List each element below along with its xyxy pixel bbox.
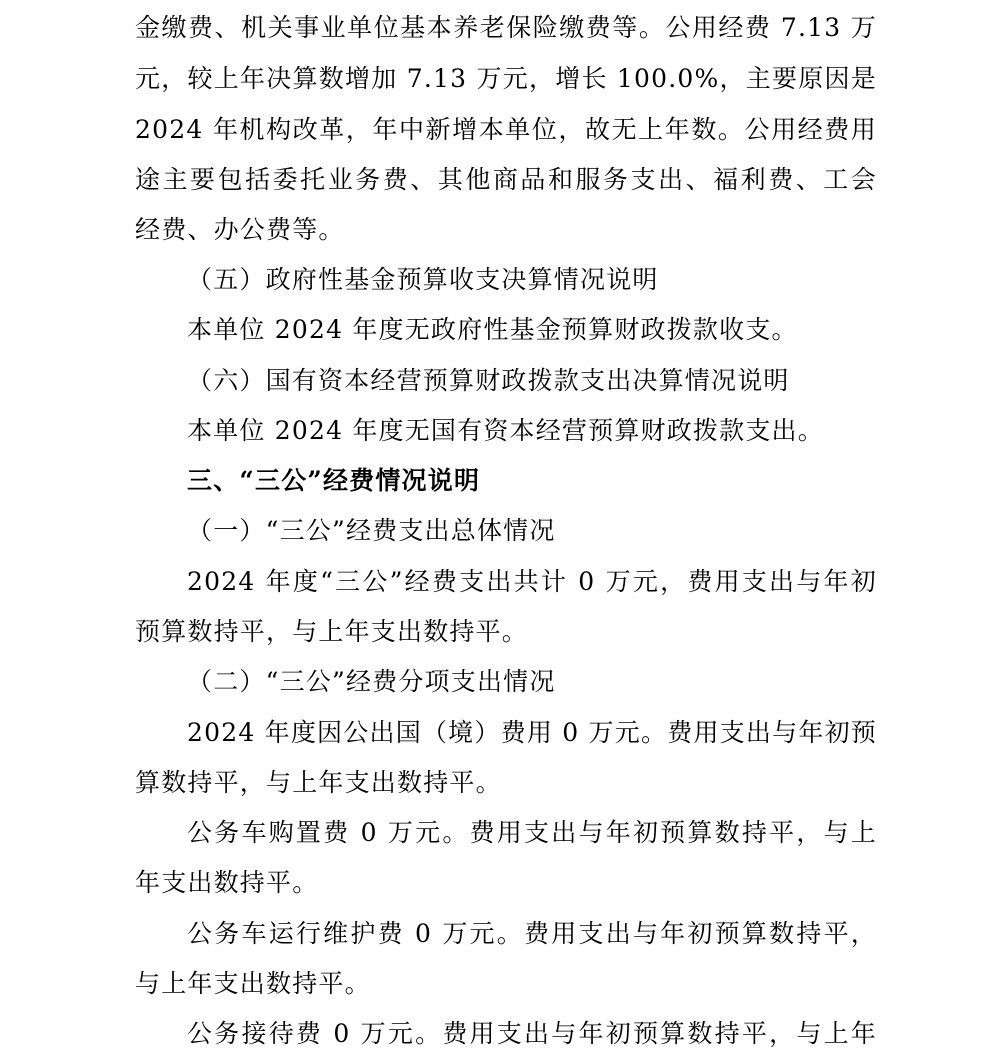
paragraph-line: 与上年支出数持平。	[135, 969, 371, 998]
paragraph-line: 公务车购置费 0 万元。费用支出与年初预算数持平，与上	[187, 818, 877, 847]
subsection-heading-1: （一）“三公”经费支出总体情况	[187, 516, 556, 545]
section-title-3: 三、“三公”经费情况说明	[187, 466, 481, 495]
paragraph-line: 经费、办公费等。	[135, 215, 345, 244]
paragraph-line: 年支出数持平。	[135, 868, 319, 897]
paragraph-line: 2024 年机构改革，年中新增本单位，故无上年数。公用经费用	[135, 115, 877, 144]
paragraph-line: 算数持平，与上年支出数持平。	[135, 768, 502, 797]
section-heading-6: （六）国有资本经营预算财政拨款支出决算情况说明	[187, 366, 790, 395]
paragraph-line: 2024 年度“三公”经费支出共计 0 万元，费用支出与年初	[187, 567, 877, 596]
paragraph-line: 途主要包括委托业务费、其他商品和服务支出、福利费、工会	[135, 165, 877, 194]
paragraph-line: 2024 年度因公出国（境）费用 0 万元。费用支出与年初预	[187, 718, 877, 747]
section-heading-5: （五）政府性基金预算收支决算情况说明	[187, 265, 659, 294]
paragraph-line: 公务车运行维护费 0 万元。费用支出与年初预算数持平，	[187, 919, 877, 948]
paragraph-line: 公务接待费 0 万元。费用支出与年初预算数持平，与上年	[187, 1019, 877, 1048]
subsection-heading-2: （二）“三公”经费分项支出情况	[187, 667, 556, 696]
paragraph-line: 金缴费、机关事业单位基本养老保险缴费等。公用经费 7.13 万	[135, 13, 877, 42]
paragraph-line: 元，较上年决算数增加 7.13 万元，增长 100.0%，主要原因是	[135, 64, 877, 93]
paragraph-line: 本单位 2024 年度无政府性基金预算财政拨款收支。	[187, 315, 798, 344]
paragraph-line: 预算数持平，与上年支出数持平。	[135, 617, 529, 646]
paragraph-line: 本单位 2024 年度无国有资本经营预算财政拨款支出。	[187, 416, 824, 445]
